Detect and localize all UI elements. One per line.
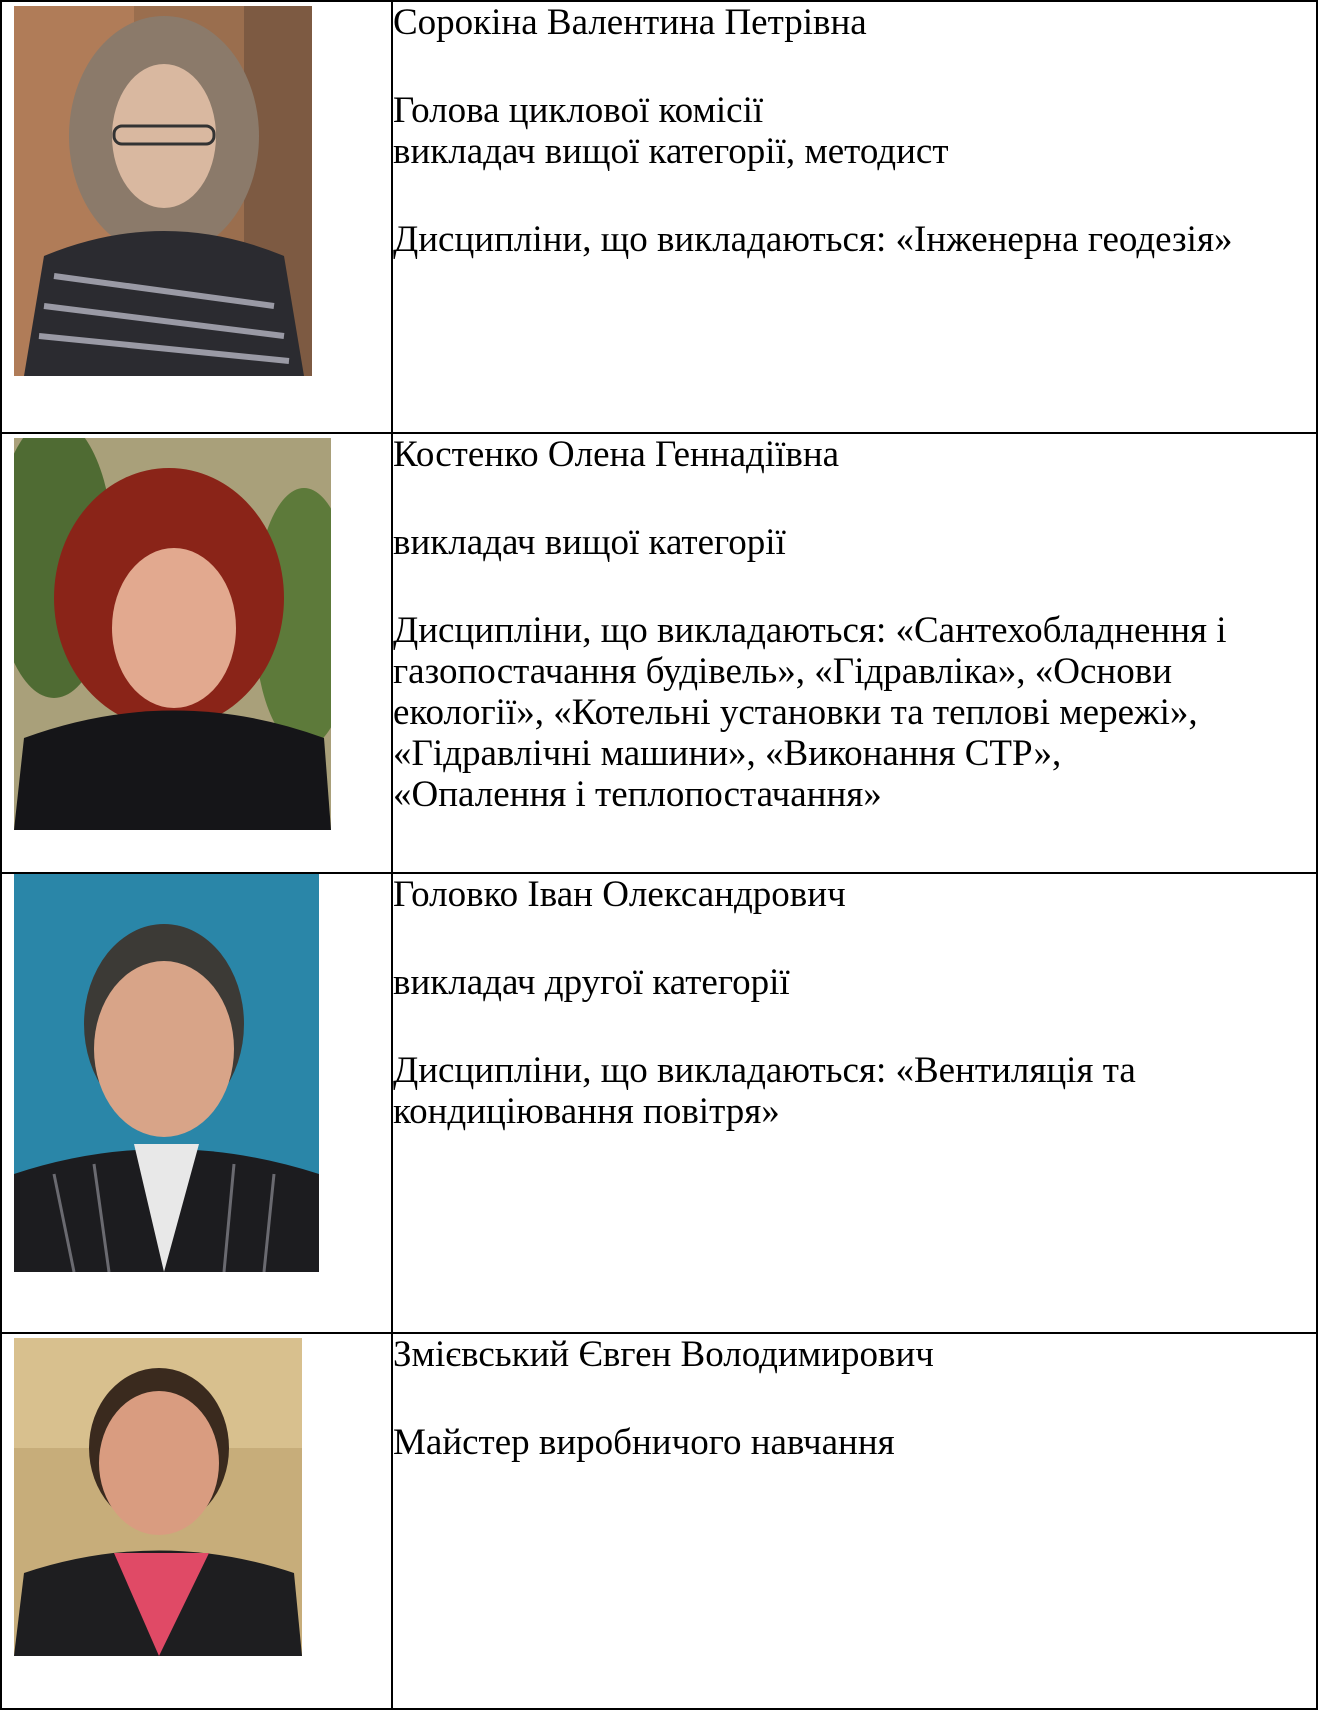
teacher-position: викладач вищої категорії, методист bbox=[393, 131, 949, 172]
teacher-name: Головко Іван Олександрович bbox=[393, 874, 846, 915]
teacher-disciplines: «Гідравлічні машини», «Виконання СТР», bbox=[393, 733, 1062, 774]
table-row bbox=[1, 433, 1317, 873]
photo-cell bbox=[1, 433, 392, 873]
photo-cell bbox=[1, 873, 392, 1333]
portrait-photo bbox=[14, 874, 319, 1272]
info-cell bbox=[392, 873, 1317, 1333]
teacher-name: Змієвський Євген Володимирович bbox=[393, 1334, 934, 1375]
photo-cell bbox=[1, 1, 392, 433]
teacher-name: Сорокіна Валентина Петрівна bbox=[393, 2, 867, 43]
teacher-name: Костенко Олена Геннадіївна bbox=[393, 434, 840, 475]
info-cell bbox=[392, 433, 1317, 873]
info-cell bbox=[392, 1, 1317, 433]
teacher-position: Майстер виробничого навчання bbox=[393, 1422, 895, 1463]
table-row bbox=[1, 1333, 1317, 1709]
portrait-photo bbox=[14, 438, 331, 830]
photo-cell bbox=[1, 1333, 392, 1709]
teacher-disciplines: газопостачання будівель», «Гідравліка», «Основи bbox=[393, 651, 1173, 692]
teacher-disciplines: Дисципліни, що викладаються: «Вентиляція та bbox=[393, 1050, 1136, 1091]
teacher-disciplines: кондиціювання повітря» bbox=[393, 1091, 780, 1132]
teacher-position: викладач другої категорії bbox=[393, 962, 790, 1003]
table-row bbox=[1, 873, 1317, 1333]
portrait-photo bbox=[14, 6, 312, 376]
table-row bbox=[1, 1, 1317, 433]
teacher-disciplines: «Опалення і теплопостачання» bbox=[393, 774, 882, 815]
teacher-disciplines: Дисципліни, що викладаються: «Інженерна геодезія» bbox=[393, 219, 1233, 260]
info-cell bbox=[392, 1333, 1317, 1709]
teacher-disciplines: Дисципліни, що викладаються: «Сантехобладнення і bbox=[393, 610, 1227, 651]
teacher-position: Голова циклової комісії bbox=[393, 90, 764, 131]
teacher-position: викладач вищої категорії bbox=[393, 522, 786, 563]
teacher-disciplines: екології», «Котельні установки та теплові мережі», bbox=[393, 692, 1198, 733]
portrait-photo bbox=[14, 1338, 302, 1656]
